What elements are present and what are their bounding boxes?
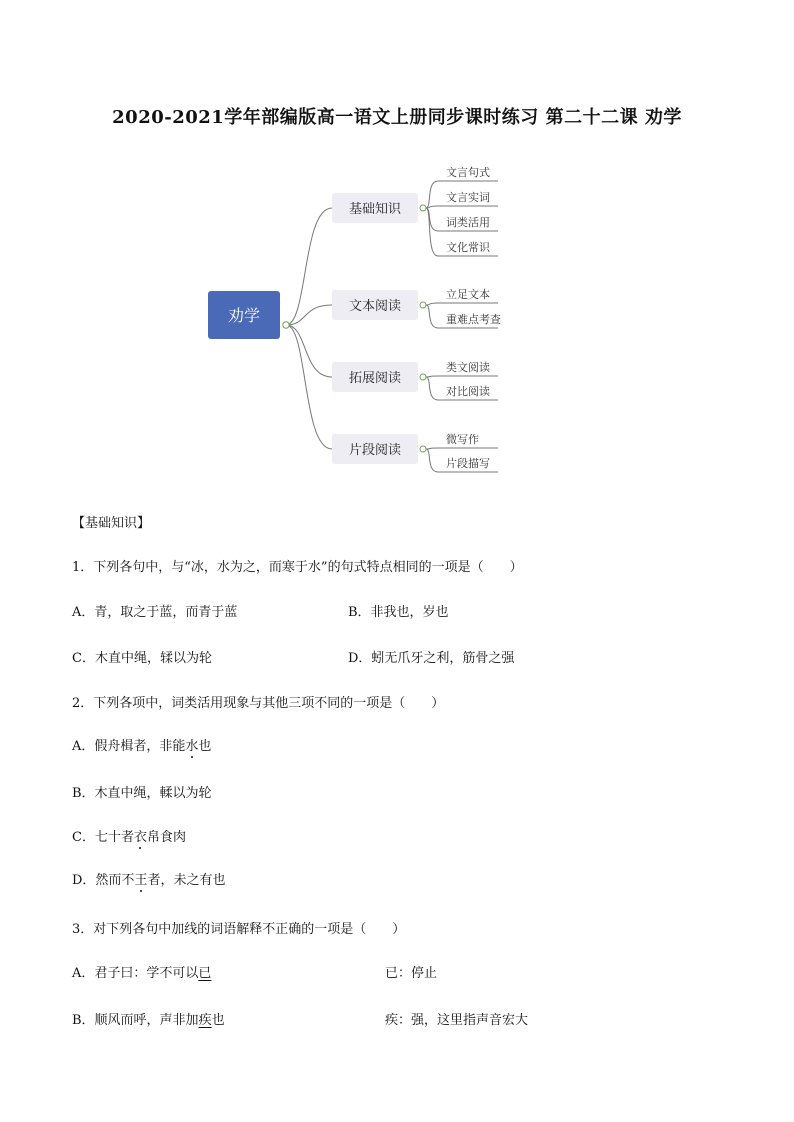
mind-map-nodes (208, 165, 501, 470)
mind-map-leaf-label: 文言实词 (446, 191, 490, 204)
mind-map-leaf-connector (426, 448, 498, 449)
q2-option-d (72, 869, 225, 888)
mind-map-connector (286, 208, 332, 325)
q2-option-b: B．木直中绳，輮以为轮 (72, 786, 212, 801)
q2-d-text: D．然而不 (72, 873, 135, 888)
mind-map-branch-label: 文本阅读 (348, 299, 402, 314)
mind-map-leaf-connector (426, 376, 498, 377)
q3-b-text: B．顺风而呼，声非加 (72, 1013, 199, 1028)
mind-map-branch-toggle-icon (420, 446, 426, 452)
q2-a-text: A．假舟楫者，非能 (72, 739, 186, 754)
mind-map-leaf-label: 词类活用 (446, 216, 490, 229)
q3-option-a (72, 962, 211, 981)
mind-map-connector (286, 305, 332, 325)
q2-stem: 2．下列各项中，词类活用现象与其他三项不同的一项是（ ） (72, 696, 445, 711)
q2-option-c (72, 826, 186, 845)
mind-map-leaf-label: 重难点考查 (446, 313, 501, 326)
q1-option-c: C．木直中绳，𫐓以为轮 (72, 651, 212, 666)
mind-map-leaf-connector (426, 206, 498, 208)
mind-map-leaf-label: 文化常识 (446, 241, 490, 254)
q3-b-underlined-word: 疾 (198, 1013, 212, 1028)
page-title: 2020-2021学年部编版高一语文上册同步课时练习 第二十二课 劝学 (112, 107, 682, 128)
q3-a-text: A．君子曰：学不可以 (72, 966, 199, 981)
q2-d-text-end: 者，未之有也 (147, 873, 226, 888)
mind-map-leaf-label: 片段描写 (446, 457, 490, 470)
q2-a-text-end: 也 (198, 739, 212, 754)
mind-map-leaf-label: 类文阅读 (446, 361, 490, 374)
q1-option-d: D．蚓无爪牙之利，筋骨之强 (348, 651, 515, 666)
mind-map-leaf-connector (426, 303, 498, 305)
q2-c-marked-word: 衣 (133, 830, 147, 845)
mind-map-branch-toggle-icon (420, 302, 426, 308)
q2-option-a (72, 735, 211, 754)
mind-map (0, 0, 794, 500)
q1-option-b: B．非我也，岁也 (348, 605, 449, 620)
q2-a-marked-word: 水 (185, 739, 199, 754)
mind-map-branch-label: 片段阅读 (348, 443, 402, 458)
q2-c-text: C．七十者 (72, 830, 134, 845)
mind-map-leaf-label: 微写作 (446, 433, 479, 446)
section-heading: 【基础知识】 (72, 516, 151, 531)
mind-map-branch-label: 拓展阅读 (348, 371, 402, 386)
q3-b-explanation: 疾：强，这里指声音宏大 (385, 1013, 529, 1028)
q3-stem: 3．对下列各句中加线的词语解释不正确的一项是（ ） (72, 922, 406, 937)
mind-map-branch-toggle-icon (420, 205, 426, 211)
mind-map-root-toggle-icon (283, 322, 289, 328)
mind-map-branch-label: 基础知识 (348, 202, 402, 217)
q3-a-explanation: 已：停止 (385, 966, 438, 981)
mind-map-leaf-label: 立足文本 (446, 288, 490, 301)
q2-d-marked-word: 王 (134, 873, 148, 888)
q2-c-text-end: 帛食肉 (146, 830, 186, 845)
mind-map-root-label: 劝学 (227, 306, 261, 325)
mind-map-leaf-label: 文言句式 (446, 166, 490, 179)
mind-map-connector (286, 325, 332, 449)
mind-map-connector (286, 325, 332, 377)
mind-map-branch-toggle-icon (420, 374, 426, 380)
q3-option-b (72, 1009, 225, 1028)
mind-map-leaf-label: 对比阅读 (446, 385, 490, 398)
q3-b-text-end: 也 (211, 1013, 225, 1028)
q1-stem: 1．下列各句中，与“冰，水为之，而寒于水”的句式特点相同的一项是（ ） (72, 560, 523, 575)
q3-a-underlined-word: 已 (198, 966, 212, 981)
q1-option-a: A．青，取之于蓝，而青于蓝 (72, 605, 238, 620)
